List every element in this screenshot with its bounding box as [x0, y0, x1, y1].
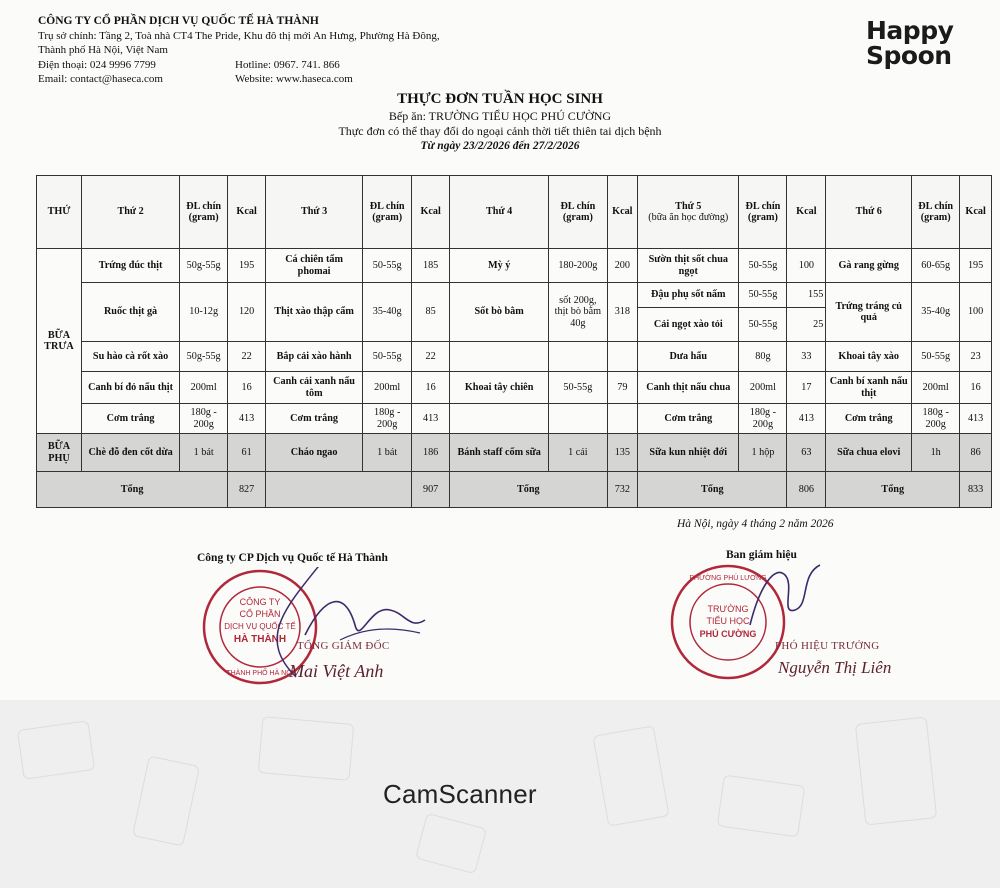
header-kcal: Kcal: [412, 176, 450, 249]
dish-cell: Sốt bò bằm: [450, 283, 549, 342]
total-label: Tổng: [37, 472, 228, 508]
total-row: [37, 472, 992, 508]
kcal-cell: 200: [607, 249, 638, 283]
snack-row: [37, 434, 992, 472]
snack-label: BỮA PHỤ: [37, 434, 82, 472]
dish-cell: Cơm trắng: [638, 404, 739, 434]
header-qty: ĐL chín (gram): [739, 176, 787, 249]
dish-cell: Thịt xào thập cẩm: [266, 283, 363, 342]
dish-cell: Cải ngọt xào tỏi: [638, 308, 739, 342]
dish-cell: Ruốc thịt gà: [81, 283, 179, 342]
signature-right-name: Nguyễn Thị Liên: [778, 658, 892, 677]
signature-left-role: TỔNG GIÁM ĐỐC: [297, 640, 390, 652]
date-place: Hà Nội, ngày 4 tháng 2 năm 2026: [677, 518, 834, 530]
kcal-cell: 16: [960, 372, 992, 404]
table-row: [37, 372, 992, 404]
company-phone: Điện thoại: 024 9996 7799: [38, 58, 156, 71]
header-kcal: Kcal: [607, 176, 638, 249]
signature-left-name: Mai Việt Anh: [289, 661, 384, 681]
qty-cell: 200ml: [180, 372, 228, 404]
stamp-right-line3: PHÚ CƯỜNG: [699, 629, 757, 639]
kcal-cell: 61: [228, 434, 266, 472]
qty-cell: 180g - 200g: [912, 404, 960, 434]
kcal-cell: 86: [960, 434, 992, 472]
total-label: Tổng: [826, 472, 960, 508]
header-kcal: Kcal: [787, 176, 826, 249]
lunch-label: BỮA TRƯA: [37, 249, 82, 434]
stamp-left-line4: HÀ THÀNH: [233, 634, 287, 645]
company-name: CÔNG TY CỔ PHẦN DỊCH VỤ QUỐC TẾ HÀ THÀNH: [38, 15, 319, 27]
header-kcal: Kcal: [960, 176, 992, 249]
table-row: [37, 249, 992, 283]
dish-cell: Đậu phụ sốt nấm: [638, 283, 739, 308]
stamp-left-line1: CÔNG TY: [239, 597, 281, 607]
kcal-cell: 25: [787, 308, 826, 342]
kcal-cell: 33: [787, 342, 826, 372]
dish-cell: Trứng đúc thịt: [81, 249, 179, 283]
kcal-cell: 413: [228, 404, 266, 434]
kcal-cell: 195: [960, 249, 992, 283]
qty-cell: 1 cái: [549, 434, 607, 472]
menu-heading: [0, 90, 1000, 154]
dish-cell: Cơm trắng: [266, 404, 363, 434]
qty-cell: 200ml: [912, 372, 960, 404]
header-qty: ĐL chín (gram): [180, 176, 228, 249]
kcal-cell: 195: [228, 249, 266, 283]
kcal-cell: 120: [228, 283, 266, 342]
dish-cell: Canh thịt nấu chua: [638, 372, 739, 404]
table-header-row: [37, 176, 992, 249]
signature-right-role: PHÓ HIỆU TRƯỞNG: [775, 640, 880, 652]
company-email: Email: contact@haseca.com: [38, 73, 163, 86]
company-address-line1: Trụ sở chính: Tầng 2, Toà nhà CT4 The Pride, Khu đô thị mới An Hưng, Phường Hà Đông,: [38, 29, 440, 42]
table-row: [37, 342, 992, 372]
qty-cell: 35-40g: [912, 283, 960, 342]
qty-cell: 35-40g: [363, 283, 412, 342]
table-row: [37, 404, 992, 434]
menu-dates: Từ ngày 23/2/2026 đến 27/2/2026: [420, 140, 580, 152]
qty-cell: 50-55g: [363, 342, 412, 372]
dish-cell: Cháo ngao: [266, 434, 363, 472]
dish-cell: Canh bí xanh nấu thịt: [826, 372, 912, 404]
qty-cell: 50-55g: [739, 283, 787, 308]
total-day3: 907: [412, 472, 450, 508]
stamp-left-ring-bottom: THÀNH PHỐ HÀ NỘI: [226, 670, 294, 677]
header-thu: THỨ: [37, 176, 82, 249]
dish-cell: Khoai tây chiên: [450, 372, 549, 404]
qty-cell: 180g - 200g: [363, 404, 412, 434]
kcal-cell: 155: [787, 283, 826, 308]
total-day4: 732: [607, 472, 638, 508]
total-label: Tổng: [638, 472, 787, 508]
qty-cell: 180g - 200g: [739, 404, 787, 434]
dish-cell: Sữa kun nhiệt đới: [638, 434, 739, 472]
stamp-right-line1: TRƯỜNG: [707, 604, 749, 614]
menu-note: Thực đơn có thể thay đổi do ngoại cảnh thời tiết thiên tai dịch bệnh: [338, 124, 662, 138]
empty-cell: [549, 404, 607, 434]
kcal-cell: 16: [412, 372, 450, 404]
qty-cell: 50-55g: [739, 308, 787, 342]
qty-cell: 50g-55g: [180, 249, 228, 283]
qty-cell: 50-55g: [912, 342, 960, 372]
stamp-right-line2: TIỂU HỌC: [706, 616, 750, 626]
kcal-cell: 17: [787, 372, 826, 404]
empty-cell: [549, 342, 607, 372]
empty-cell: [450, 342, 549, 372]
total-label: Tổng: [450, 472, 607, 508]
dish-cell: Dưa hấu: [638, 342, 739, 372]
company-header: [38, 14, 440, 87]
qty-cell: 1 bát: [363, 434, 412, 472]
qty-cell: 1 hộp: [739, 434, 787, 472]
header-day3: Thứ 3: [266, 176, 363, 249]
stamp-left-line2: CỔ PHẦN: [239, 609, 281, 619]
happy-spoon-logo: Happy Spoon: [866, 16, 954, 70]
dish-cell: Bắp cải xào hành: [266, 342, 363, 372]
qty-cell: 50-55g: [739, 249, 787, 283]
kcal-cell: 318: [607, 283, 638, 342]
kcal-cell: 79: [607, 372, 638, 404]
dish-cell: Canh cải xanh nấu tôm: [266, 372, 363, 404]
company-website: Website: www.haseca.com: [235, 73, 353, 86]
kcal-cell: 100: [787, 249, 826, 283]
dish-cell: Sườn thịt sốt chua ngọt: [638, 249, 739, 283]
empty-cell: [266, 472, 412, 508]
camscanner-watermark: CamScanner: [383, 779, 537, 809]
dish-cell: Bánh staff cốm sữa: [450, 434, 549, 472]
dish-cell: Sữa chua elovi: [826, 434, 912, 472]
kcal-cell: 22: [412, 342, 450, 372]
dish-cell: Canh bí đỏ nấu thịt: [81, 372, 179, 404]
header-kcal: Kcal: [228, 176, 266, 249]
qty-cell: 180-200g: [549, 249, 607, 283]
header-day6: Thứ 6: [826, 176, 912, 249]
qty-cell: 50-55g: [363, 249, 412, 283]
qty-cell: 200ml: [363, 372, 412, 404]
dish-cell: Chè đỗ đen cốt dừa: [81, 434, 179, 472]
kcal-cell: 23: [960, 342, 992, 372]
header-day4: Thứ 4: [450, 176, 549, 249]
kcal-cell: 63: [787, 434, 826, 472]
header-qty: ĐL chín (gram): [549, 176, 607, 249]
header-day5: Thứ 5 (bữa ăn học đường): [638, 176, 739, 249]
kcal-cell: 413: [787, 404, 826, 434]
qty-cell: 50-55g: [549, 372, 607, 404]
table-row: [37, 283, 992, 308]
kcal-cell: 413: [960, 404, 992, 434]
qty-cell: 200ml: [739, 372, 787, 404]
dish-cell: Mỳ ý: [450, 249, 549, 283]
weekly-menu-table: [36, 175, 992, 508]
kcal-cell: 186: [412, 434, 450, 472]
dish-cell: Su hào cà rốt xào: [81, 342, 179, 372]
header-qty: ĐL chín (gram): [363, 176, 412, 249]
total-day2: 827: [228, 472, 266, 508]
qty-cell: 10-12g: [180, 283, 228, 342]
dish-cell: Khoai tây xào: [826, 342, 912, 372]
kcal-cell: 185: [412, 249, 450, 283]
qty-cell: sốt 200g, thịt bò bằm 40g: [549, 283, 607, 342]
total-day5: 806: [787, 472, 826, 508]
signature-right-org: Ban giám hiệu: [726, 549, 797, 561]
company-hotline: Hotline: 0967. 741. 866: [235, 58, 340, 71]
header-qty: ĐL chín (gram): [912, 176, 960, 249]
dish-cell: Gà rang gừng: [826, 249, 912, 283]
empty-cell: [607, 342, 638, 372]
empty-cell: [607, 404, 638, 434]
qty-cell: 1h: [912, 434, 960, 472]
qty-cell: 50g-55g: [180, 342, 228, 372]
menu-title: THỰC ĐƠN TUẦN HỌC SINH: [397, 91, 603, 107]
signature-scribble-right: [740, 555, 830, 640]
kcal-cell: 85: [412, 283, 450, 342]
stamp-right-ring-top: PHƯỜNG PHÚ LƯƠNG: [689, 575, 767, 582]
empty-cell: [450, 404, 549, 434]
header-day2: Thứ 2: [81, 176, 179, 249]
company-address-line2: Thành phố Hà Nội, Việt Nam: [38, 44, 168, 57]
signature-left-org: Công ty CP Dịch vụ Quốc tế Hà Thành: [197, 552, 388, 564]
dish-cell: Trứng tráng củ quả: [826, 283, 912, 342]
qty-cell: 60-65g: [912, 249, 960, 283]
kcal-cell: 100: [960, 283, 992, 342]
qty-cell: 80g: [739, 342, 787, 372]
kcal-cell: 135: [607, 434, 638, 472]
dish-cell: Cơm trắng: [826, 404, 912, 434]
total-day6: 833: [960, 472, 992, 508]
qty-cell: 1 bát: [180, 434, 228, 472]
kitchen-name: Bếp ăn: TRƯỜNG TIỂU HỌC PHÚ CƯỜNG: [388, 109, 612, 123]
dish-cell: Cơm trắng: [81, 404, 179, 434]
qty-cell: 180g - 200g: [180, 404, 228, 434]
dish-cell: Cá chiên tẩm phomai: [266, 249, 363, 283]
kcal-cell: 16: [228, 372, 266, 404]
stamp-left-line3: DỊCH VỤ QUỐC TẾ: [224, 622, 296, 631]
kcal-cell: 413: [412, 404, 450, 434]
kcal-cell: 22: [228, 342, 266, 372]
